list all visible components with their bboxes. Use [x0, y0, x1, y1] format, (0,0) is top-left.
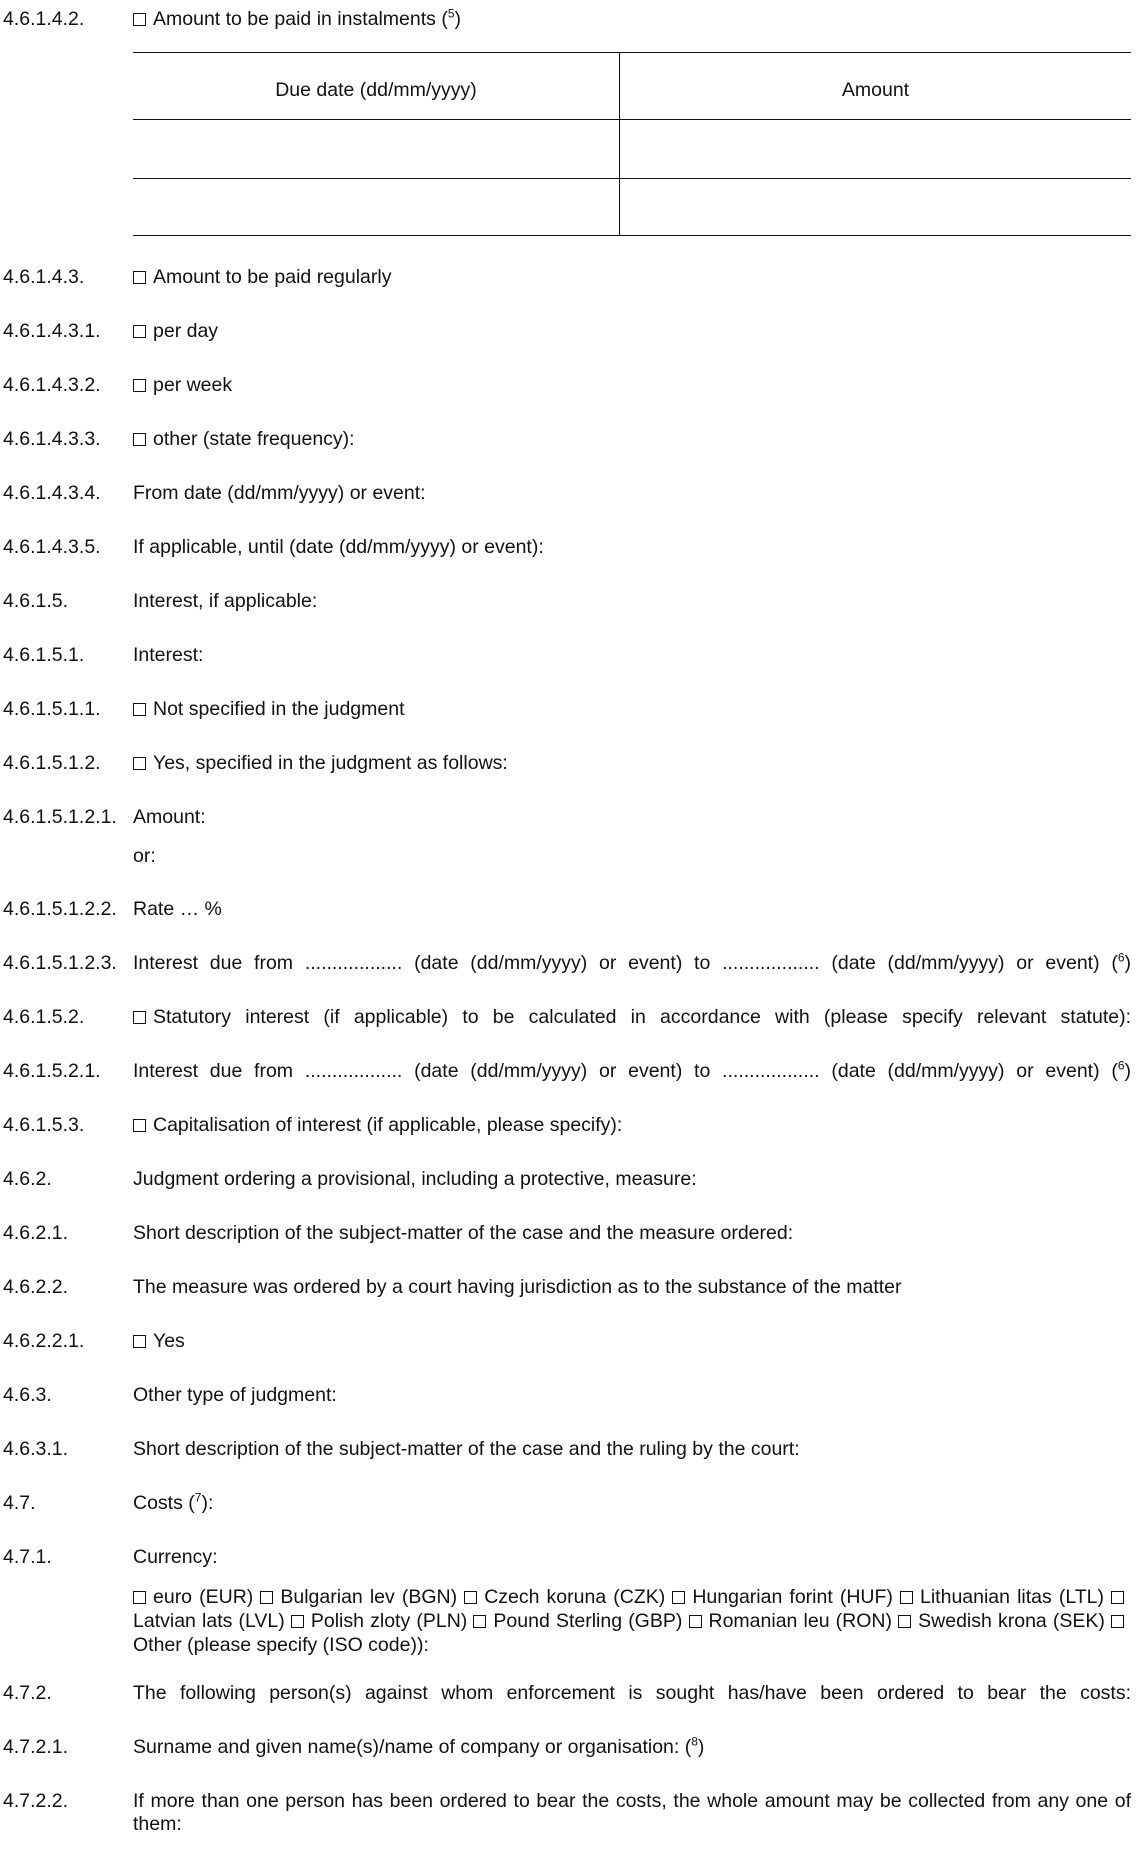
checkbox[interactable]	[133, 1011, 146, 1024]
checkbox[interactable]	[133, 1119, 146, 1132]
checkbox[interactable]	[133, 1591, 146, 1604]
item-text: Interest, if applicable:	[133, 590, 318, 612]
item-text: Amount:	[133, 806, 206, 828]
item-text: The following person(s) against whom enforcement is sought has/have been ordered to bear the costs:	[133, 1682, 1131, 1704]
item-number: 4.6.1.4.3.2.	[3, 374, 101, 396]
item-number: 4.6.1.5.1.2.3.	[3, 952, 117, 974]
item-text: Costs ($^7$):	[133, 1490, 214, 1514]
item-number: 4.6.1.5.1.2.	[3, 752, 101, 774]
item-number: 4.6.2.	[3, 1168, 52, 1190]
currency-option-lvl[interactable]: Latvian lats (LVL)	[133, 1586, 1131, 1632]
item-text: per week	[153, 374, 233, 396]
item-text: Other type of judgment:	[133, 1384, 337, 1406]
item-number: 4.6.3.	[3, 1384, 52, 1406]
item-text: other (state frequency):	[153, 428, 355, 450]
section-number: 4.6.1.4.2.	[3, 8, 85, 30]
or-text: or:	[133, 845, 156, 867]
column-header-due-date: Due date (dd/mm/yyyy)	[275, 79, 477, 101]
currency-option-gbp[interactable]: Pound Sterling (GBP)	[473, 1610, 682, 1632]
item-text: Surname and given name(s)/name of company or organisation: ($^8$)	[133, 1734, 705, 1758]
item-number: 4.7.2.	[3, 1682, 52, 1704]
column-header-amount: Amount	[841, 79, 910, 101]
item-text: Not specified in the judgment	[153, 698, 405, 720]
item-text: Rate … %	[133, 898, 222, 920]
currency-option-pln[interactable]: Polish zloty (PLN)	[291, 1610, 467, 1632]
item-text: The measure was ordered by a court having jurisdiction as to the substance of the matter	[133, 1276, 902, 1298]
item-number: 4.6.3.1.	[3, 1438, 69, 1460]
item-text: Amount to be paid regularly	[153, 266, 392, 288]
checkbox[interactable]	[473, 1615, 486, 1628]
date-to-blank[interactable]: ..................	[722, 952, 820, 974]
item-number: 4.6.1.5.1.	[3, 644, 85, 666]
item-number: 4.7.	[3, 1492, 36, 1514]
table-rule	[133, 178, 1131, 179]
checkbox[interactable]	[1111, 1591, 1124, 1604]
item-number: 4.6.1.4.3.4.	[3, 482, 101, 504]
checkbox[interactable]	[133, 325, 146, 338]
currency-option-sek[interactable]: Swedish krona (SEK)	[898, 1610, 1105, 1632]
currency-option-eur[interactable]: euro (EUR)	[133, 1586, 253, 1608]
checkbox[interactable]	[133, 271, 146, 284]
item-number: 4.6.1.5.2.	[3, 1006, 85, 1028]
checkbox[interactable]	[133, 433, 146, 446]
item-number: 4.7.2.1.	[3, 1736, 69, 1758]
item-number: 4.6.2.1.	[3, 1222, 69, 1244]
date-to-blank[interactable]: ..................	[722, 1060, 820, 1082]
table-column-divider	[619, 52, 620, 235]
footnote-ref: 6	[1117, 1058, 1125, 1073]
date-from-blank[interactable]: ..................	[304, 1060, 403, 1082]
footnote-ref: 7	[194, 1490, 202, 1505]
item-number: 4.6.2.2.	[3, 1276, 69, 1298]
checkbox[interactable]	[260, 1591, 273, 1604]
item-number: 4.6.1.4.3.3.	[3, 428, 101, 450]
footnote-ref: 8	[691, 1734, 698, 1749]
item-number: 4.6.1.5.3.	[3, 1114, 85, 1136]
item-number: 4.6.1.4.3.5.	[3, 536, 101, 558]
checkbox[interactable]	[133, 379, 146, 392]
item-number: 4.6.1.5.	[3, 590, 69, 612]
item-number: 4.6.1.5.1.1.	[3, 698, 101, 720]
currency-options-paragraph	[133, 1585, 1131, 1657]
item-text: Capitalisation of interest (if applicable, please specify):	[153, 1114, 623, 1136]
checkbox[interactable]	[1111, 1615, 1124, 1628]
item-text: Short description of the subject-matter of the case and the ruling by the court:	[133, 1438, 800, 1460]
section-label: Amount to be paid in instalments ($^5$)	[133, 8, 1131, 31]
table-rule	[133, 235, 1131, 236]
checkbox[interactable]	[689, 1615, 702, 1628]
currency-option-bgn[interactable]: Bulgarian lev (BGN)	[260, 1586, 457, 1608]
currency-option-other[interactable]: Other (please specify (ISO code)):	[133, 1610, 1131, 1656]
item-text: Statutory interest (if applicable) to be calculated in accordance with (please specify relevant statute):	[133, 1006, 1131, 1029]
item-number: 4.6.2.2.1.	[3, 1330, 85, 1352]
footnote-ref: 5	[447, 6, 455, 21]
item-text: Interest due from .................. (date (dd/mm/yyyy) or event) to .................. (date (dd/mm/yyyy) or event) ($^6$)	[133, 950, 1132, 974]
table-rule	[133, 52, 1131, 53]
item-text: per day	[153, 320, 219, 342]
item-text: From date (dd/mm/yyyy) or event:	[133, 482, 426, 504]
item-number: 4.6.1.5.1.2.2.	[3, 898, 117, 920]
item-text: If applicable, until (date (dd/mm/yyyy) or event):	[133, 536, 544, 558]
checkbox[interactable]	[672, 1591, 685, 1604]
item-text: Interest due from .................. (date (dd/mm/yyyy) or event) to .................. (date (dd/mm/yyyy) or event) ($^6$)	[133, 1058, 1132, 1082]
item-text: Judgment ordering a provisional, including a protective, measure:	[133, 1168, 697, 1190]
item-text: Yes	[153, 1330, 185, 1352]
checkbox[interactable]	[133, 757, 146, 770]
item-text: Interest:	[133, 644, 204, 666]
checkbox[interactable]	[133, 1335, 146, 1348]
checkbox[interactable]	[900, 1591, 913, 1604]
currency-option-huf[interactable]: Hungarian forint (HUF)	[672, 1586, 893, 1608]
currency-option-czk[interactable]: Czech koruna (CZK)	[464, 1586, 665, 1608]
checkbox[interactable]	[464, 1591, 477, 1604]
item-number: 4.6.1.5.1.2.1.	[3, 806, 117, 828]
checkbox[interactable]	[133, 13, 146, 26]
item-number: 4.7.2.2.	[3, 1790, 69, 1812]
checkbox[interactable]	[291, 1615, 304, 1628]
footnote-ref: 6	[1117, 950, 1125, 965]
item-text: Yes, specified in the judgment as follows:	[153, 752, 508, 774]
item-number: 4.7.1.	[3, 1546, 52, 1568]
item-text: If more than one person has been ordered to bear the costs, the whole amount may be collected from any one of them:	[133, 1790, 1131, 1835]
item-number: 4.6.1.5.2.1.	[3, 1060, 101, 1082]
item-text: Currency:	[133, 1546, 218, 1568]
checkbox[interactable]	[898, 1615, 911, 1628]
date-from-blank[interactable]: ..................	[304, 952, 403, 974]
currency-option-ltl[interactable]: Lithuanian litas (LTL)	[900, 1586, 1104, 1608]
currency-option-ron[interactable]: Romanian leu (RON)	[689, 1610, 893, 1632]
table-rule	[133, 119, 1131, 120]
item-number: 4.6.1.4.3.1.	[3, 320, 101, 342]
item-number: 4.6.1.4.3.	[3, 266, 85, 288]
item-text: Short description of the subject-matter of the case and the measure ordered:	[133, 1222, 794, 1244]
checkbox[interactable]	[133, 703, 146, 716]
